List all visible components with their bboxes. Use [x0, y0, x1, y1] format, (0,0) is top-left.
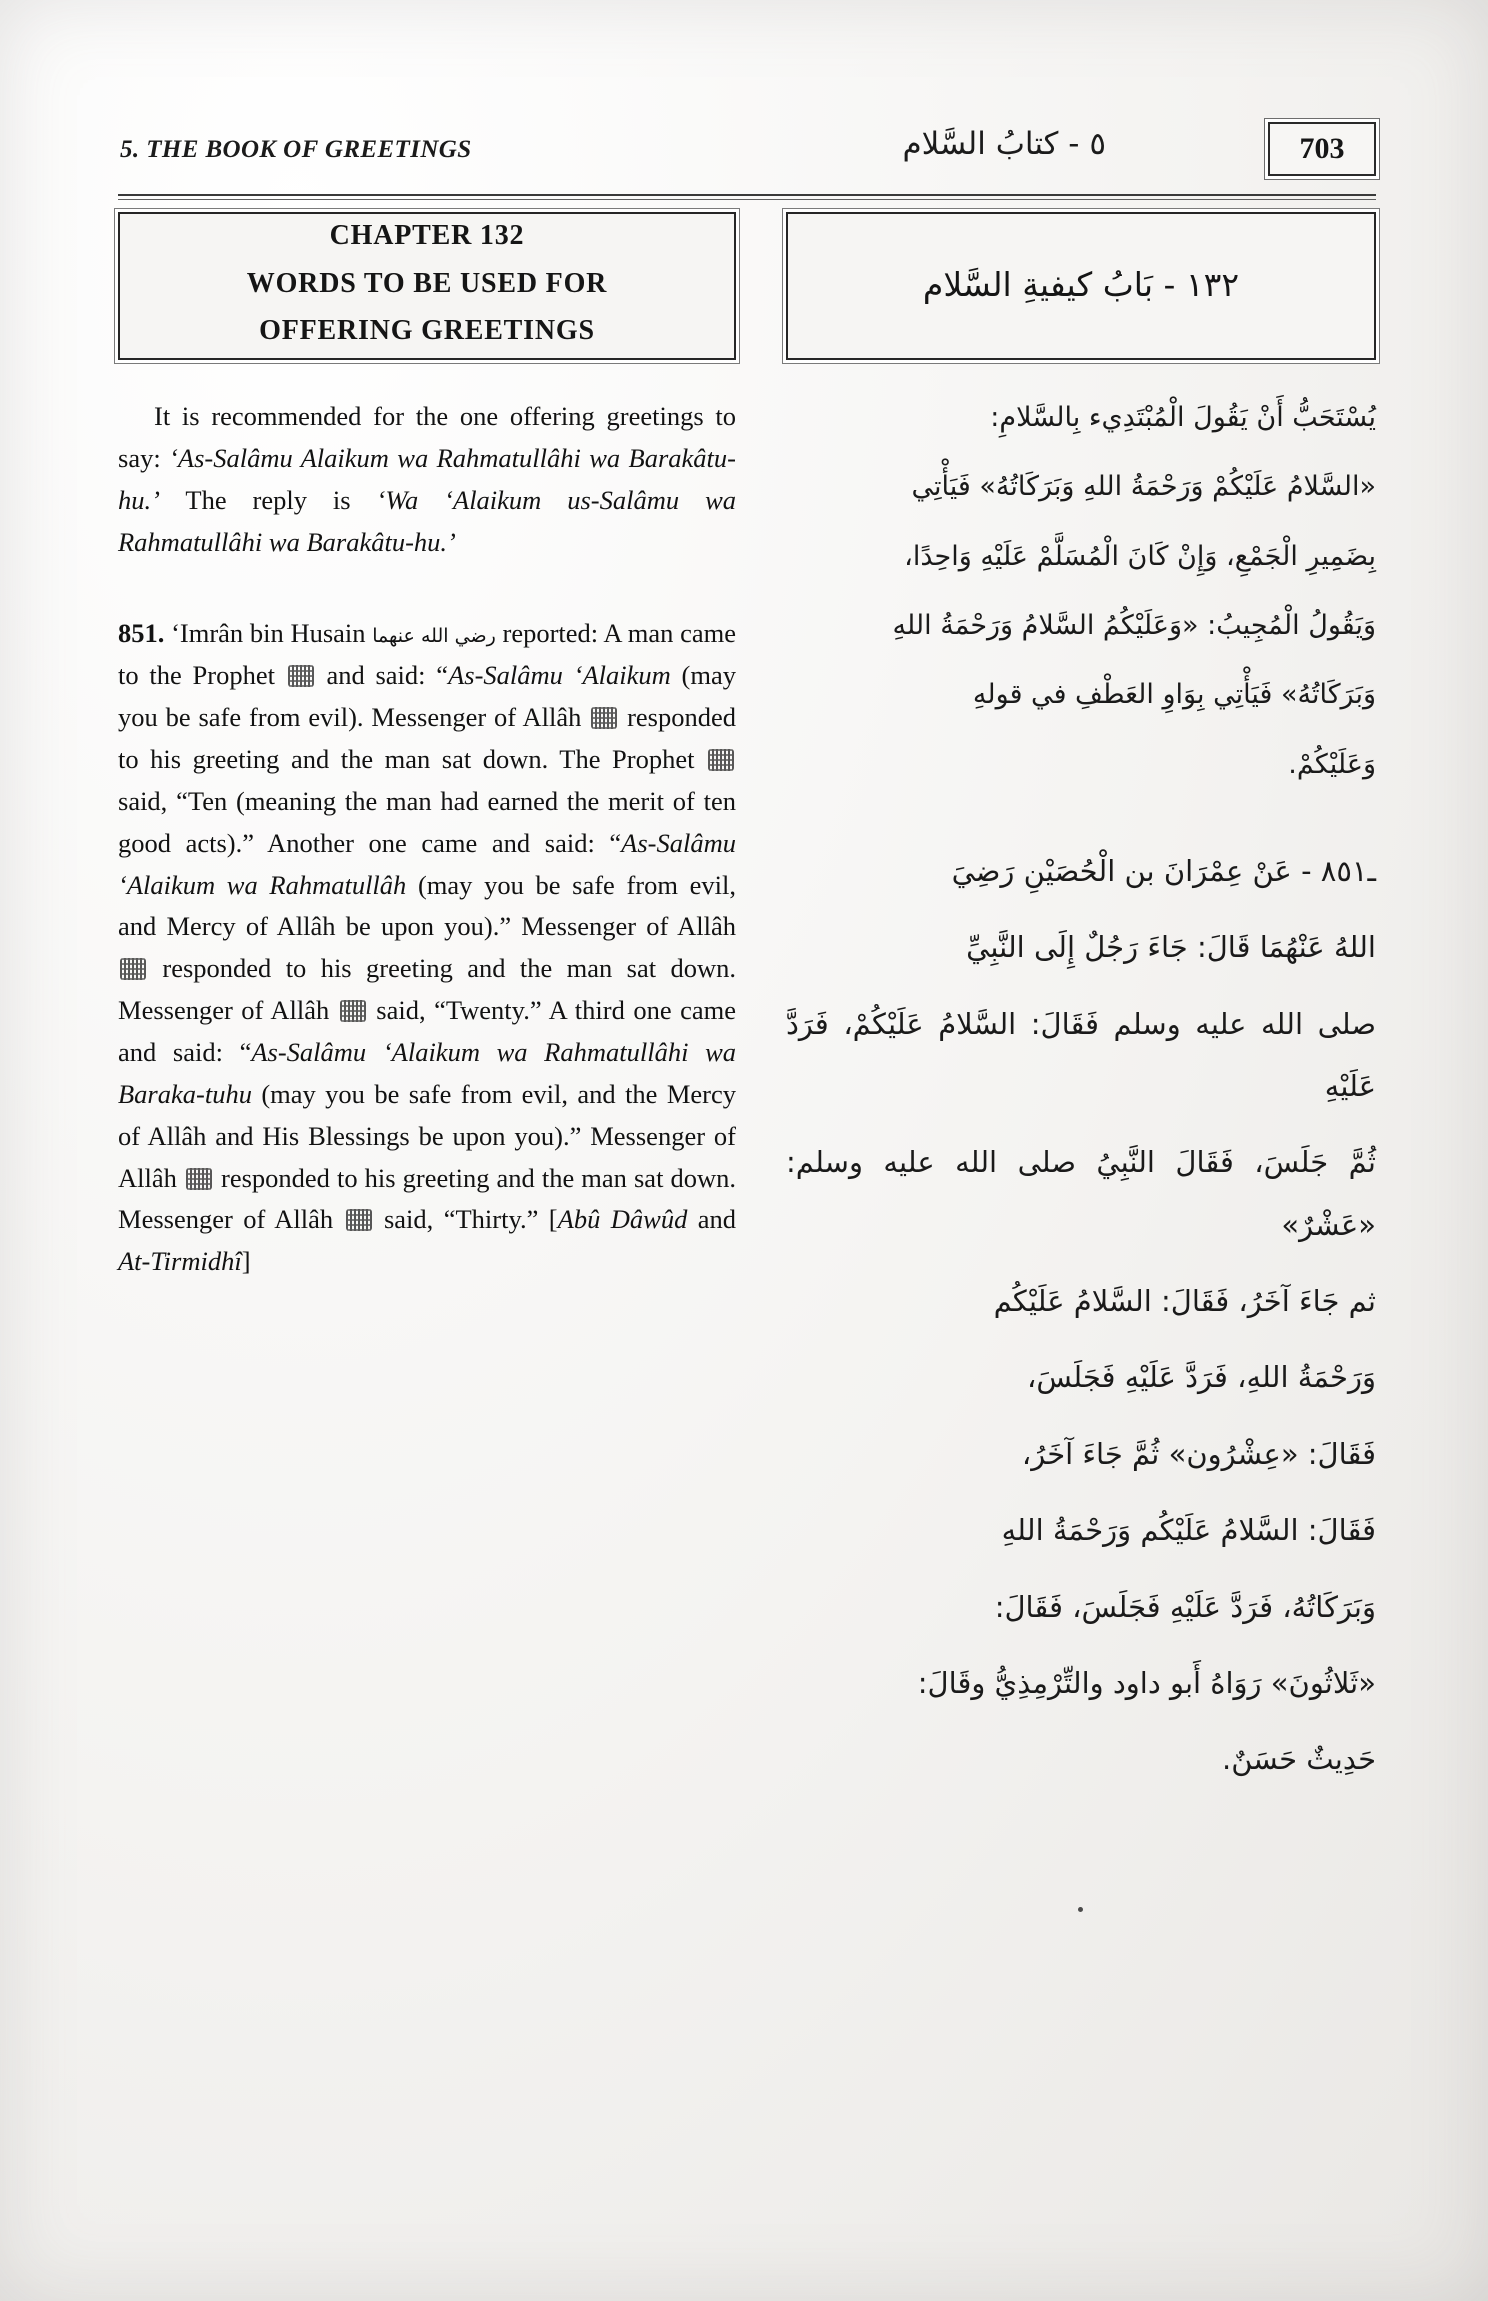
- arabic-hadith-line: وَرَحْمَةُ اللهِ، فَرَدَّ عَلَيْهِ فَجَلَسَ،: [1026, 1360, 1376, 1395]
- hadith-text-4: (may you be safe from evil). Messenger of Allâh: [118, 660, 737, 733]
- arabic-hadith-line: ثم جَاءَ آخَرُ، فَقَالَ: السَّلامُ عَلَيْكُم: [993, 1284, 1376, 1319]
- intro-text-2: The reply is: [159, 484, 377, 515]
- hadith-text-11: responded to his greeting and the man sat down. Messenger of Allâh: [118, 1162, 737, 1235]
- arabic-hadith-block: [786, 840, 1376, 1790]
- arabic-hadith-line: حَدِيثٌ حَسَنٌ.: [1221, 1742, 1376, 1777]
- arabic-intro-block: [786, 390, 1376, 792]
- arabic-hadith-line: صلى الله عليه وسلم فَقَالَ: السَّلامُ عَلَيْكُمْ، فَرَدَّ عَلَيْهِ: [786, 1006, 1376, 1104]
- page-mark-dot: [1078, 1907, 1083, 1912]
- arabic-hadith-line: ثُمَّ جَلَسَ، فَقَالَ النَّبِيُ صلى الله عليه وسلم: «عَشْرٌ»: [786, 1145, 1376, 1242]
- intro-arabic-transliteration-2: ‘Wa ‘Alaikum us-Salâmu wa Rahmatullâhi wa Barakâtu-hu.’: [118, 484, 736, 557]
- two-column-body: [118, 212, 1376, 2172]
- english-column: [118, 212, 736, 1310]
- arabic-intro-line: يُسْتَحَبُّ أَنْ يَقُولَ الْمُبْتَدِيء بِالسَّلامِ:: [990, 402, 1376, 433]
- sallallahu-alayhi-wasallam-icon: [340, 1000, 366, 1022]
- arabic-hadith-line: اللهُ عَنْهُمَا قَالَ: جَاءَ رَجُلٌ إِلَى النَّبِيِّ: [966, 930, 1376, 965]
- honorific-arabic: رضي الله عنهما: [372, 625, 496, 648]
- hadith-text-3: and said: “: [315, 660, 449, 691]
- intro-arabic-transliteration-1: ‘As-Salâmu Alaikum wa Rahmatullâhi wa Barakâtu-hu.’: [118, 442, 736, 515]
- chapter-heading-arabic: [786, 212, 1376, 360]
- hadith-text-2: reported: A man came to the Prophet: [118, 618, 737, 691]
- arabic-hadith-line: فَقَالَ: «عِشْرُون» ثُمَّ جَاءَ آخَرُ،: [1021, 1436, 1376, 1471]
- hadith-text-13: and: [687, 1204, 736, 1235]
- header-rule: [118, 194, 1376, 200]
- arabic-intro-line: «السَّلامُ عَلَيْكُمْ وَرَحْمَةُ اللهِ وَبَرَكَاتُهُ» فَيَأْتِي: [911, 471, 1376, 503]
- column-divider: [758, 212, 759, 2172]
- hadith-text-5: responded to his greeting and the man sat down. The Prophet: [118, 702, 736, 775]
- sallallahu-alayhi-wasallam-icon: [186, 1168, 212, 1190]
- sallallahu-alayhi-wasallam-icon: [591, 707, 617, 729]
- english-hadith-paragraph: [118, 613, 736, 1283]
- running-head-arabic: ٥ - كتابُ السَّلام: [902, 126, 1106, 162]
- hadith-phrase-3: As-Salâmu ‘Alaikum wa Rahmatullâhi wa Baraka-tuhu: [118, 1037, 736, 1109]
- chapter-title-arabic: ١٣٢ - بَابُ كيفيةِ السَّلام: [922, 264, 1240, 304]
- hadith-text-9: said, “Twenty.” A third one came and said: “: [118, 995, 736, 1068]
- arabic-intro-line: وَيَقُولُ الْمُجِيبُ: «وَعَلَيْكُمُ السَّلامُ وَرَحْمَةُ اللهِ: [892, 610, 1376, 642]
- hadith-text-12: said, “Thirty.” [: [373, 1204, 558, 1235]
- chapter-title-line-1: WORDS TO BE USED FOR: [246, 267, 608, 299]
- hadith-text-8: responded to his greeting and the man sat down. Messenger of Allâh: [118, 953, 736, 1026]
- sallallahu-alayhi-wasallam-icon: [708, 749, 734, 771]
- chapter-heading-english: [118, 212, 736, 360]
- page-number: 703: [1268, 122, 1376, 176]
- hadith-source-1: Abû Dâwûd: [557, 1204, 688, 1235]
- hadith-text-1: ‘Imrân bin Husain: [164, 618, 373, 649]
- arabic-hadith-line: فَقَالَ: السَّلامُ عَلَيْكُم وَرَحْمَةُ اللهِ: [1001, 1513, 1376, 1548]
- hadith-source-2: At-Tirmidhî: [118, 1246, 242, 1277]
- hadith-text-6: said, “Ten (meaning the man had earned the merit of ten good acts).” Another one came and said: “: [118, 785, 736, 858]
- arabic-intro-line: بِضَمِيرِ الْجَمْعِ، وَإِنْ كَانَ الْمُسَلَّمْ عَلَيْهِ وَاحِدًا،: [904, 540, 1376, 572]
- english-intro-paragraph: [118, 396, 736, 563]
- page-header: [118, 120, 1376, 182]
- hadith-phrase-1: As-Salâmu ‘Alaikum: [448, 660, 671, 691]
- arabic-column: [786, 212, 1376, 1805]
- arabic-hadith-line: «ثَلاثُونَ» رَوَاهُ أَبو داود والتِّرْمِذِيُّ وقَالَ:: [917, 1665, 1376, 1700]
- hadith-text-7: (may you be safe from evil, and Mercy of Allâh be upon you).” Messenger of Allâh: [118, 869, 736, 942]
- sallallahu-alayhi-wasallam-icon: [346, 1209, 372, 1231]
- hadith-text-10: (may you be safe from evil, and the Mercy of Allâh and His Blessings be upon you).” Messenger of Allâh: [118, 1078, 736, 1193]
- chapter-title-line-2: OFFERING GREETINGS: [259, 315, 595, 347]
- hadith-text-14: ]: [241, 1246, 251, 1277]
- running-head-english: 5. THE BOOK OF GREETINGS: [120, 136, 472, 163]
- arabic-intro-line: وَعَلَيْكُمْ.: [1288, 748, 1376, 780]
- sallallahu-alayhi-wasallam-icon: [288, 665, 314, 687]
- hadith-number: 851.: [118, 618, 165, 649]
- page-content: [118, 120, 1376, 2180]
- chapter-number-label: CHAPTER 132: [329, 219, 525, 251]
- arabic-hadith-line: ـ٨٥١ - عَنْ عِمْرَانَ بن الْحُصَيْنِ رَضِيَ: [951, 854, 1376, 889]
- arabic-intro-line: وَبَرَكَاتُهُ» فَيَأْتِي بِوَاوِ العَطْفِ في قولهِ: [972, 679, 1376, 711]
- sallallahu-alayhi-wasallam-icon: [120, 958, 146, 980]
- intro-text-1: It is recommended for the one offering greetings to say:: [118, 401, 736, 473]
- hadith-phrase-2: As-Salâmu ‘Alaikum wa Rahmatullâh: [118, 827, 736, 900]
- arabic-hadith-line: وَبَرَكَاتُهُ، فَرَدَّ عَلَيْهِ فَجَلَسَ، فَقَالَ:: [994, 1589, 1376, 1624]
